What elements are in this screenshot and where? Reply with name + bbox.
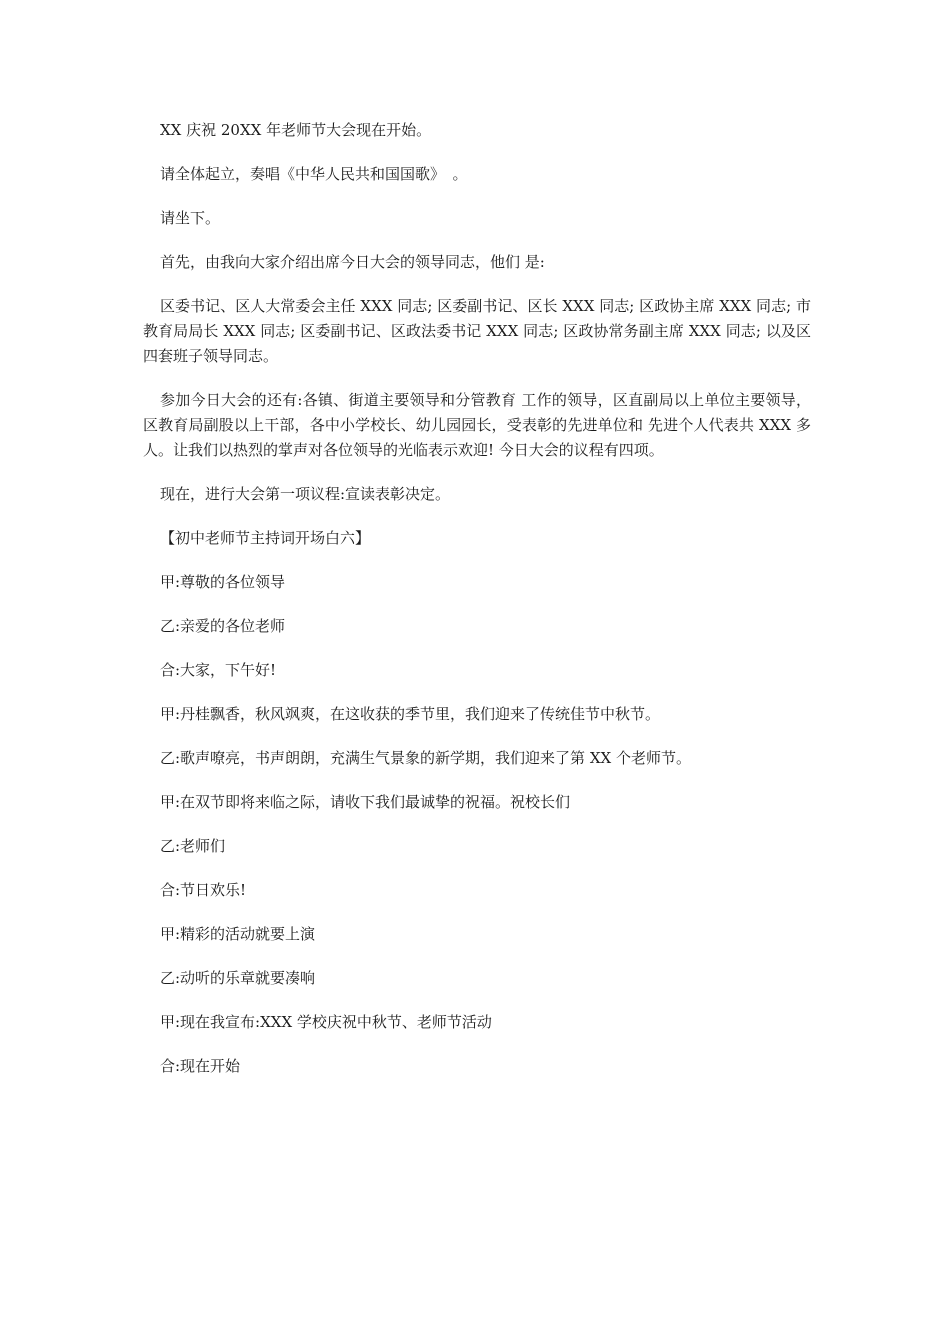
paragraph-first-agenda: 现在，进行大会第一项议程:宣读表彰决定。 [160, 485, 451, 503]
dialogue-line: 甲:现在我宣布:XXX 学校庆祝中秋节、老师节活动 [160, 1013, 492, 1031]
dialogue-line: 乙:动听的乐章就要凑响 [160, 969, 316, 987]
dialogue-line: 甲:在双节即将来临之际，请收下我们最诚挚的祝福。祝校长们 [160, 793, 571, 811]
section-heading: 【初中老师节主持词开场白六】 [160, 529, 371, 547]
dialogue-line: 合:大家，下午好! [160, 661, 277, 679]
paragraph-anthem: 请全体起立，奏唱《中华人民共和国国歌》 。 [160, 165, 468, 183]
paragraph-sit-down: 请坐下。 [160, 209, 221, 227]
dialogue-line: 甲:丹桂飘香，秋风飒爽，在这收获的季节里，我们迎来了传统佳节中秋节。 [160, 705, 661, 723]
dialogue-line: 乙:老师们 [160, 837, 226, 855]
dialogue-line: 乙:歌声嘹亮，书声朗朗，充满生气景象的新学期，我们迎来了第 XX 个老师节。 [160, 749, 691, 767]
dialogue-line: 乙:亲爱的各位老师 [160, 617, 286, 635]
dialogue-line: 甲:精彩的活动就要上演 [160, 925, 316, 943]
paragraph-leaders-list: 区委书记、区人大常委会主任 XXX 同志; 区委副书记、区长 XXX 同志; 区政协主席 XXX 同志; 市教育局局长 XXX 同志; 区委副书记、区政法委书记 XXX 同志; 区政协常务副主席 XXX 同志; 以及区四套班子领导同志。 [143, 297, 811, 365]
paragraph-introduction: 首先，由我向大家介绍出席今日大会的领导同志，他们 是: [160, 253, 545, 271]
document-body [143, 118, 811, 1098]
dialogue-line: 合:节日欢乐! [160, 881, 247, 899]
paragraph-opening: XX 庆祝 20XX 年老师节大会现在开始。 [160, 121, 432, 139]
dialogue-line: 甲:尊敬的各位领导 [160, 573, 286, 591]
dialogue-line: 合:现在开始 [160, 1057, 241, 1075]
paragraph-attendees: 参加今日大会的还有:各镇、街道主要领导和分管教育 工作的领导，区直副局以上单位主要领导，区教育局副股以上干部，各中小学校长、幼儿园园长，受表彰的先进单位和 先进个人代表共 XXX 多人。让我们以热烈的掌声对各位领导的光临表示欢迎! 今日大会的议程有四项。 [143, 391, 811, 459]
